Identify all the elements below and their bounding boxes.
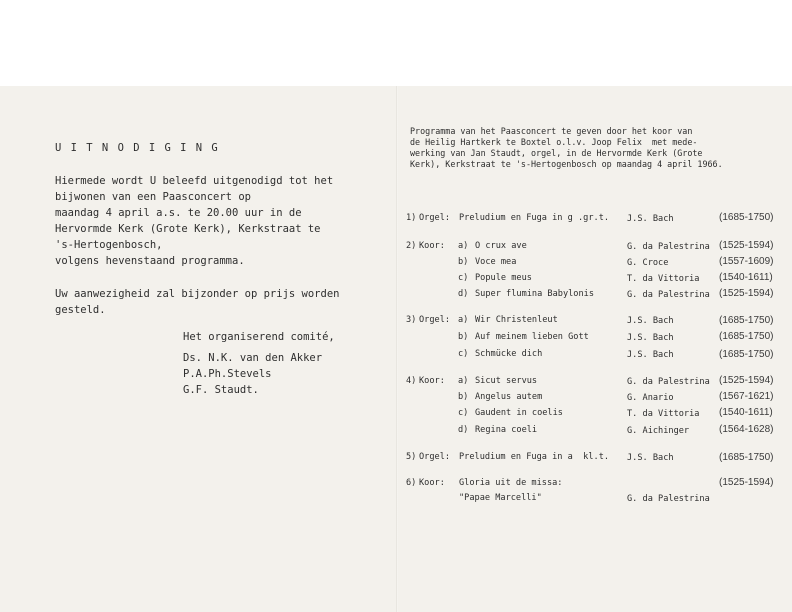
- section-number: 6): [406, 478, 417, 488]
- piece-title: O crux ave: [475, 241, 527, 251]
- piece-letter: a): [458, 315, 469, 325]
- piece-title: Regina coeli: [475, 425, 538, 435]
- section-number: 5): [406, 452, 417, 462]
- committee-member: G.F. Staudt.: [183, 384, 259, 396]
- invitation-card: [0, 86, 792, 612]
- composer-name: J.S. Bach: [627, 453, 674, 463]
- piece-title: Auf meinem lieben Gott: [475, 332, 589, 342]
- composer-years: (1685-1750): [719, 452, 774, 463]
- invitation-body-line: Hervormde Kerk (Grote Kerk), Kerkstraat te: [55, 223, 321, 235]
- section-type: Orgel:: [419, 213, 451, 223]
- section-type: Orgel:: [419, 452, 451, 462]
- composer-years: (1685-1750): [719, 315, 774, 326]
- section-type: Koor:: [419, 376, 445, 386]
- invitation-body-line: bijwonen van een Paasconcert op: [55, 191, 251, 203]
- composer-years: (1685-1750): [719, 331, 774, 342]
- piece-title: Voce mea: [475, 257, 517, 267]
- program-intro-line: de Heilig Hartkerk te Boxtel o.l.v. Joop Felix met mede-: [410, 137, 698, 147]
- piece-letter: c): [458, 273, 469, 283]
- composer-name: G. da Palestrina: [627, 494, 710, 504]
- composer-name: J.S. Bach: [627, 316, 674, 326]
- composer-years: (1685-1750): [719, 349, 774, 360]
- composer-name: J.S. Bach: [627, 333, 674, 343]
- piece-title: Gaudent in coelis: [475, 408, 563, 418]
- composer-name: G. da Palestrina: [627, 377, 710, 387]
- committee-member: P.A.Ph.Stevels: [183, 368, 272, 380]
- composer-name: J.S. Bach: [627, 350, 674, 360]
- composer-name: T. da Vittoria: [627, 409, 700, 419]
- composer-years: (1567-1621): [719, 391, 774, 402]
- piece-title: "Papae Marcelli": [459, 493, 542, 503]
- composer-years: (1540-1611): [719, 272, 773, 283]
- piece-title: Preludium en Fuga in g .gr.t.: [459, 213, 610, 223]
- piece-title: Super flumina Babylonis: [475, 289, 594, 299]
- appreciation-line: Uw aanwezigheid zal bijzonder op prijs worden: [55, 288, 340, 300]
- composer-name: G. da Palestrina: [627, 290, 710, 300]
- program-intro-line: werking van Jan Staudt, orgel, in de Hervormde Kerk (Grote: [410, 148, 703, 158]
- piece-letter: b): [458, 332, 469, 342]
- piece-letter: d): [458, 289, 469, 299]
- composer-name: G. da Palestrina: [627, 242, 710, 252]
- composer-years: (1540-1611): [719, 407, 773, 418]
- composer-years: (1525-1594): [719, 288, 774, 299]
- piece-title: Popule meus: [475, 273, 532, 283]
- program-intro-line: Kerk), Kerkstraat te 's-Hertogenbosch op maandag 4 april 1966.: [410, 159, 723, 169]
- piece-letter: a): [458, 376, 469, 386]
- section-type: Orgel:: [419, 315, 451, 325]
- composer-years: (1564-1628): [719, 424, 774, 435]
- section-number: 2): [406, 241, 417, 251]
- invitation-body-line: volgens hevenstaand programma.: [55, 255, 245, 267]
- invitation-title: U I T N O D I G I N G: [55, 142, 220, 154]
- composer-name: G. Aichinger: [627, 426, 690, 436]
- composer-name: G. Anario: [627, 393, 674, 403]
- piece-title: Wir Christenleut: [475, 315, 558, 325]
- composer-name: G. Croce: [627, 258, 669, 268]
- composer-years: (1525-1594): [719, 375, 774, 386]
- piece-letter: a): [458, 241, 469, 251]
- section-number: 3): [406, 315, 417, 325]
- section-type: Koor:: [419, 241, 445, 251]
- section-number: 1): [406, 213, 417, 223]
- piece-letter: b): [458, 257, 469, 267]
- composer-name: T. da Vittoria: [627, 274, 700, 284]
- committee-heading: Het organiserend comité,: [183, 331, 335, 343]
- piece-title: Preludium en Fuga in a kl.t.: [459, 452, 610, 462]
- appreciation-line: gesteld.: [55, 304, 106, 316]
- piece-title: Angelus autem: [475, 392, 543, 402]
- piece-title: Schmücke dich: [475, 349, 543, 359]
- section-type: Koor:: [419, 478, 445, 488]
- piece-letter: c): [458, 408, 469, 418]
- piece-title: Sicut servus: [475, 376, 538, 386]
- invitation-body-line: Hiermede wordt U beleefd uitgenodigd tot het: [55, 175, 334, 187]
- piece-letter: d): [458, 425, 469, 435]
- composer-years: (1685-1750): [719, 212, 774, 223]
- section-number: 4): [406, 376, 417, 386]
- piece-title: Gloria uit de missa:: [459, 478, 563, 488]
- program-intro-line: Programma van het Paasconcert te geven door het koor van: [410, 126, 693, 136]
- invitation-body-line: maandag 4 april a.s. te 20.00 uur in de: [55, 207, 302, 219]
- composer-name: J.S. Bach: [627, 214, 674, 224]
- composer-years: (1525-1594): [719, 477, 774, 488]
- composer-years: (1557-1609): [719, 256, 774, 267]
- center-fold: [396, 86, 398, 612]
- composer-years: (1525-1594): [719, 240, 774, 251]
- piece-letter: b): [458, 392, 469, 402]
- committee-member: Ds. N.K. van den Akker: [183, 352, 323, 364]
- piece-letter: c): [458, 349, 469, 359]
- invitation-body-line: 's-Hertogenbosch,: [55, 239, 163, 251]
